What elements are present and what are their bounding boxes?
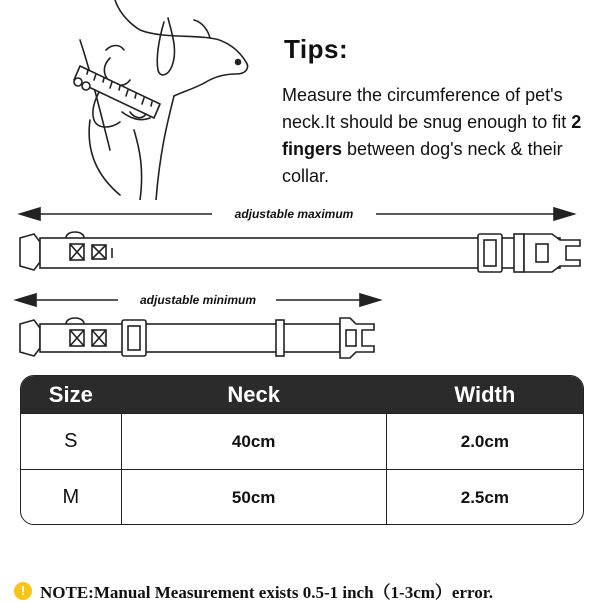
- cell-width: 2.0cm: [386, 414, 583, 469]
- cell-neck: 50cm: [121, 470, 386, 525]
- adjustable-maximum-arrow: [20, 207, 574, 221]
- tips-text-part1: Measure the circumference of pet's neck.It should be snug enough to fit: [282, 85, 572, 132]
- header-neck: Neck: [121, 376, 386, 413]
- table-row: [21, 413, 583, 469]
- note: [14, 578, 493, 603]
- collar-maximum: [20, 232, 580, 272]
- warning-icon: !: [14, 582, 32, 600]
- cell-width: 2.5cm: [386, 470, 583, 525]
- header-size: Size: [48, 381, 93, 407]
- note-text: NOTE:Manual Measurement exists 0.5-1 inch（1-3cm）error.: [40, 583, 493, 602]
- tips-text-part2: between dog's neck & their collar.: [282, 139, 563, 186]
- table-header: [21, 376, 583, 413]
- size-table: [20, 375, 584, 525]
- cell-size: S: [64, 430, 78, 452]
- adjustable-minimum-arrow: [16, 293, 380, 307]
- collar-minimum: [20, 318, 374, 358]
- adjustable-maximum-label: adjustable maximum: [234, 207, 354, 221]
- cell-neck: 40cm: [121, 414, 386, 469]
- dog-neck-measuring-illustration: [60, 0, 260, 200]
- tips-title: Tips:: [284, 34, 349, 64]
- cell-size: M: [62, 486, 80, 508]
- header-width: Width: [386, 376, 583, 413]
- tips-highlight: 2 fingers: [282, 112, 582, 159]
- tips-text: [282, 82, 592, 190]
- table-row: [21, 469, 583, 525]
- collar-diagrams: [0, 190, 600, 370]
- adjustable-minimum-label: adjustable minimum: [139, 293, 257, 307]
